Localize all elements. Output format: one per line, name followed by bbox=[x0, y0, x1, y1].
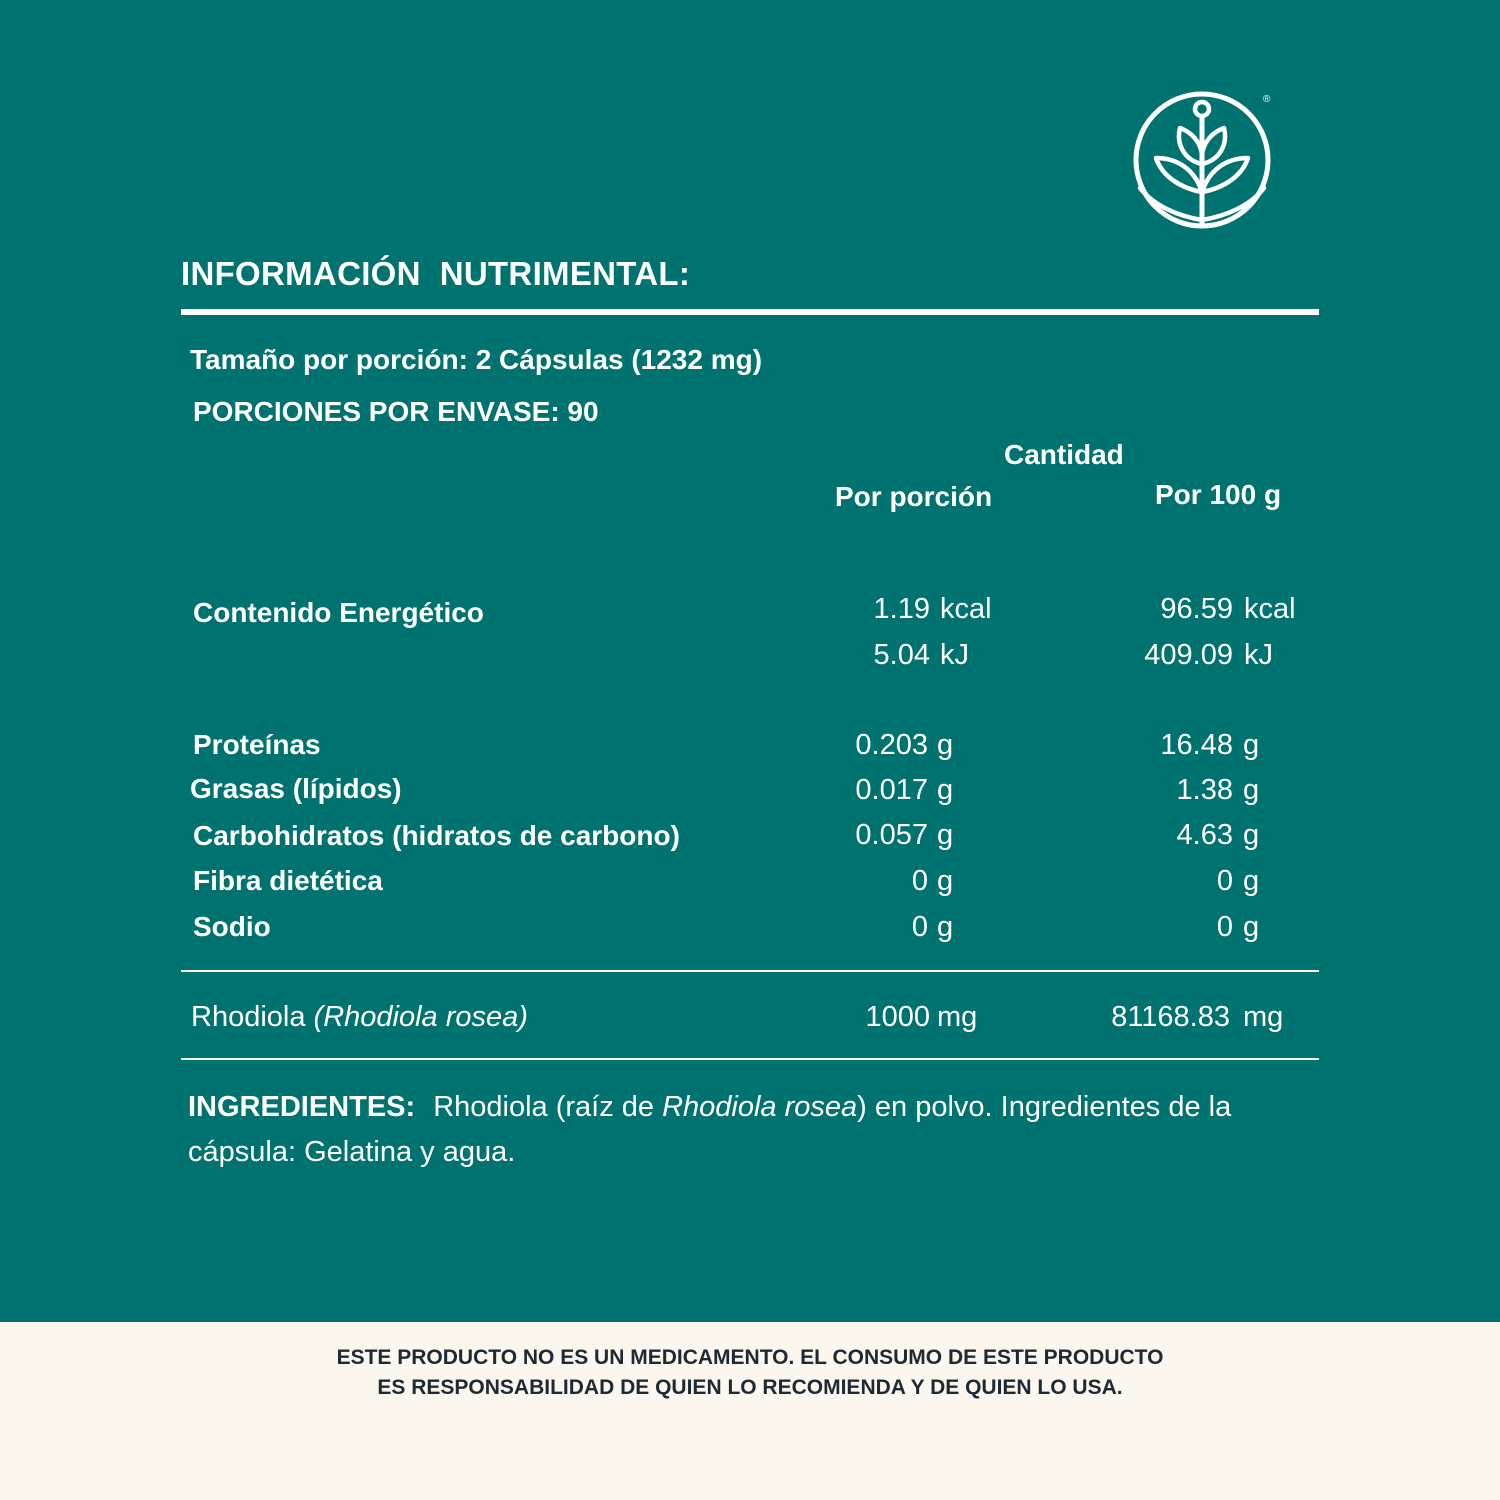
servings-per-container: PORCIONES POR ENVASE: 90 bbox=[193, 396, 599, 427]
serving-size: Tamaño por porción: 2 Cápsulas (1232 mg) bbox=[190, 344, 763, 375]
nutrient-per-100g: 16.48 bbox=[1160, 729, 1233, 761]
page-title: INFORMACIÓN NUTRIMENTAL: bbox=[181, 255, 691, 292]
nutrient-unit: g bbox=[937, 819, 954, 851]
ingredients-text bbox=[188, 1085, 1323, 1175]
ingredients-text-end: ) en polvo. Ingredientes de la cápsula: Gelatina y agua. bbox=[188, 1091, 1232, 1168]
ingredients-scientific-name: Rhodiola rosea bbox=[662, 1091, 858, 1123]
plant-logo-icon bbox=[1132, 88, 1277, 233]
active-unit: mg bbox=[937, 1001, 978, 1033]
disclaimer-line-2: ES RESPONSABILIDAD DE QUIEN LO RECOMIENDA Y DE QUIEN LO USA. bbox=[377, 1376, 1123, 1399]
disclaimer-line-1: ESTE PRODUCTO NO ES UN MEDICAMENTO. EL CONSUMO DE ESTE PRODUCTO bbox=[336, 1346, 1164, 1369]
nutrient-per-serving: 0.017 bbox=[855, 774, 928, 806]
energy-label: Contenido Energético bbox=[193, 597, 484, 628]
ingredients-text-start: Rhodiola (raíz de bbox=[433, 1091, 663, 1123]
nutrient-unit-100g: g bbox=[1243, 819, 1260, 851]
active-unit-100g: mg bbox=[1243, 1001, 1284, 1033]
energy-kcal-unit: kcal bbox=[940, 593, 992, 625]
nutrient-per-serving: 0 bbox=[911, 865, 928, 897]
per-100g-header: Por 100 g bbox=[1155, 479, 1282, 510]
nutrient-unit: g bbox=[937, 774, 954, 806]
nutrient-unit-100g: g bbox=[1243, 911, 1260, 943]
nutrient-per-100g: 0 bbox=[1216, 865, 1233, 897]
nutrient-label: Proteínas bbox=[193, 729, 321, 760]
nutrient-unit-100g: g bbox=[1243, 774, 1260, 806]
quantity-header: Cantidad bbox=[1004, 439, 1124, 470]
nutrient-per-100g: 4.63 bbox=[1176, 819, 1233, 851]
registered-mark: ® bbox=[1263, 94, 1271, 105]
nutrient-unit: g bbox=[937, 911, 954, 943]
nutrient-label: Carbohidratos (hidratos de carbono) bbox=[193, 820, 680, 851]
ingredients-label: INGREDIENTES: bbox=[188, 1091, 416, 1123]
title-divider bbox=[181, 309, 1319, 315]
nutrient-unit-100g: g bbox=[1243, 729, 1260, 761]
nutrient-unit: g bbox=[937, 729, 954, 761]
energy-kcal-per-serving: 1.19 bbox=[873, 593, 930, 625]
disclaimer bbox=[0, 1343, 1500, 1403]
energy-kj-per-serving: 5.04 bbox=[873, 639, 930, 671]
energy-kj-unit-100g: kJ bbox=[1244, 639, 1273, 671]
nutrient-unit: g bbox=[937, 865, 954, 897]
active-ingredient-name: Rhodiola bbox=[191, 1001, 306, 1033]
active-per-serving: 1000 bbox=[865, 1001, 930, 1033]
energy-kj-per-100g: 409.09 bbox=[1144, 639, 1233, 671]
nutrient-label: Fibra dietética bbox=[193, 865, 383, 896]
table-bottom-divider bbox=[181, 1058, 1319, 1060]
nutrient-per-100g: 1.38 bbox=[1176, 774, 1233, 806]
energy-kj-unit: kJ bbox=[940, 639, 969, 671]
energy-kcal-unit-100g: kcal bbox=[1244, 593, 1296, 625]
per-serving-header: Por porción bbox=[835, 481, 993, 512]
nutrient-per-serving: 0.203 bbox=[855, 729, 928, 761]
table-divider bbox=[181, 970, 1319, 972]
active-per-100g: 81168.83 bbox=[1111, 1001, 1230, 1033]
nutrient-per-serving: 0.057 bbox=[855, 819, 928, 851]
nutrient-label: Sodio bbox=[193, 911, 271, 942]
active-ingredient-scientific: (Rhodiola rosea) bbox=[313, 1001, 528, 1033]
energy-kcal-per-100g: 96.59 bbox=[1160, 593, 1233, 625]
nutrient-label: Grasas (lípidos) bbox=[190, 773, 402, 804]
nutrient-per-100g: 0 bbox=[1216, 911, 1233, 943]
active-ingredient-label bbox=[191, 1001, 528, 1034]
nutrient-unit-100g: g bbox=[1243, 865, 1260, 897]
nutrient-per-serving: 0 bbox=[911, 911, 928, 943]
